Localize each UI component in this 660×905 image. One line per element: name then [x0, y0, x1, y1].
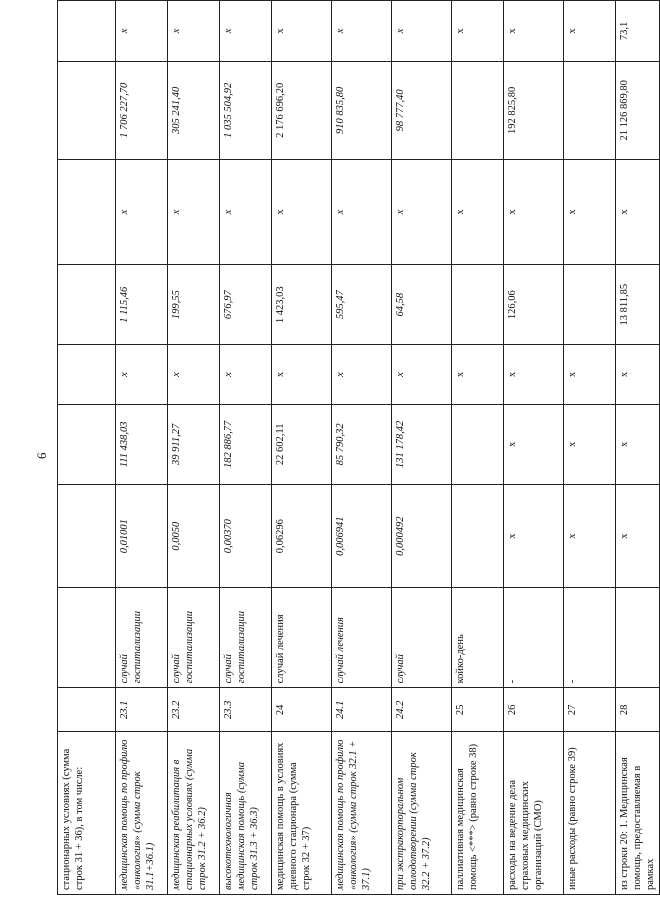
table-row-7 — [392, 1, 452, 895]
cell-row-number: 28 — [616, 688, 660, 732]
cell-name: высокотехнологичная медицинская помощь (сумма строк 31.3 + 36.3) — [220, 732, 272, 895]
cell-unit: - — [504, 588, 564, 688]
cell-name: при экстракорпоральном оплодотворении (сумма строк 32.2 + 37.2) — [392, 732, 452, 895]
table-row-3 — [168, 1, 220, 895]
cell-budget-per-capita: х — [564, 345, 616, 405]
cell-budget-per-capita: х — [220, 345, 272, 405]
cell-budget-total: х — [220, 159, 272, 265]
cell-oms-per-capita: 126,06 — [504, 265, 564, 345]
cell-oms-per-capita: 676,97 — [220, 265, 272, 345]
cell-volume: х — [616, 484, 660, 588]
cell-unit-cost: 111 438,03 — [116, 404, 168, 484]
cell-unit-cost: х — [504, 404, 564, 484]
cell-budget-total: х — [452, 159, 504, 265]
cell-budget-total: х — [116, 159, 168, 265]
cell-unit-cost: х — [564, 404, 616, 484]
cell-oms-total: 21 126 869,80 — [616, 61, 660, 159]
cell-unit: случай — [392, 588, 452, 688]
cell-unit-cost: 22 602,11 — [272, 404, 332, 484]
cell-oms-per-capita: 595,47 — [332, 265, 392, 345]
cell-name: медицинская реабилитация в стационарных условиях (сумма строк 31.2 + 36.2) — [168, 732, 220, 895]
cell-row-number: 26 — [504, 688, 564, 732]
table-row-6 — [332, 1, 392, 895]
table-row-10 — [564, 1, 616, 895]
cell-budget-per-capita: х — [116, 345, 168, 405]
cell-oms-per-capita — [58, 265, 116, 345]
cell-oms-per-capita: 1 423,03 — [272, 265, 332, 345]
cell-percent — [58, 1, 116, 62]
cell-oms-per-capita: 1 115,46 — [116, 265, 168, 345]
cell-name: паллиативная медицинская помощь <***> (равно строке 38) — [452, 732, 504, 895]
table-body — [58, 1, 660, 895]
table-row-8 — [452, 1, 504, 895]
cell-volume: 0,006941 — [332, 484, 392, 588]
cell-budget-total: х — [332, 159, 392, 265]
cell-volume — [452, 484, 504, 588]
cell-budget-total: х — [616, 159, 660, 265]
cell-unit-cost: х — [616, 404, 660, 484]
cell-oms-total: 305 241,40 — [168, 61, 220, 159]
cell-row-number: 25 — [452, 688, 504, 732]
cell-oms-total: 2 176 696,20 — [272, 61, 332, 159]
cell-budget-per-capita — [58, 345, 116, 405]
cell-oms-total: 1 035 504,92 — [220, 61, 272, 159]
cell-oms-per-capita: 13 811,85 — [616, 265, 660, 345]
cell-unit-cost: 39 911,27 — [168, 404, 220, 484]
cell-row-number: 23.2 — [168, 688, 220, 732]
cell-oms-total — [564, 61, 616, 159]
cell-name: медицинская помощь по профилю «онкология» (сумма строк 32.1 + 37.1) — [332, 732, 392, 895]
cell-name: медицинская помощь в условиях дневного стационара (сумма строк 32 + 37) — [272, 732, 332, 895]
cell-name: иные расходы (равно строке 39) — [564, 732, 616, 895]
cell-unit-cost — [58, 404, 116, 484]
cell-budget-per-capita: х — [504, 345, 564, 405]
cell-volume: 0,06296 — [272, 484, 332, 588]
page-number: 6 — [34, 452, 49, 459]
cell-oms-total: 910 835,80 — [332, 61, 392, 159]
cell-unit — [616, 588, 660, 688]
cell-unit: случай госпитализации — [220, 588, 272, 688]
table-row-1 — [58, 1, 116, 895]
cell-percent: 73,1 — [616, 1, 660, 62]
cost-table — [57, 0, 660, 895]
cell-unit: - — [564, 588, 616, 688]
cell-budget-per-capita: х — [392, 345, 452, 405]
table-row-11 — [616, 1, 660, 895]
cell-budget-total: х — [168, 159, 220, 265]
cell-budget-per-capita: х — [616, 345, 660, 405]
table-row-4 — [220, 1, 272, 895]
cell-name: медицинская помощь по профилю «онкология» (сумма строк 31.1+36.1) — [116, 732, 168, 895]
cell-budget-total: х — [564, 159, 616, 265]
cell-oms-total — [452, 61, 504, 159]
cell-oms-total: 192 825,80 — [504, 61, 564, 159]
cell-unit-cost: 85 790,32 — [332, 404, 392, 484]
cell-budget-per-capita: х — [272, 345, 332, 405]
cell-unit-cost: 131 178,42 — [392, 404, 452, 484]
cell-budget-total: х — [504, 159, 564, 265]
cell-volume: 0,0050 — [168, 484, 220, 588]
cell-name: расходы на ведение дела страховых медицинских организаций (СМО) — [504, 732, 564, 895]
cell-volume: х — [504, 484, 564, 588]
cell-unit: случай лечения — [272, 588, 332, 688]
cell-volume: х — [564, 484, 616, 588]
cell-oms-per-capita: 199,55 — [168, 265, 220, 345]
cell-name: стационарных условиях (сумма строк 31 + 36), в том числе: — [58, 732, 116, 895]
cell-name: из строки 20: 1. Медицинская помощь, предоставляемая в рамках — [616, 732, 660, 895]
cell-row-number: 24.2 — [392, 688, 452, 732]
table-row-9 — [504, 1, 564, 895]
cell-volume — [58, 484, 116, 588]
cell-row-number: 27 — [564, 688, 616, 732]
cell-percent: х — [452, 1, 504, 62]
cell-percent: х — [116, 1, 168, 62]
cell-oms-total: 98 777,40 — [392, 61, 452, 159]
cell-oms-total: 1 706 227,70 — [116, 61, 168, 159]
cell-oms-per-capita — [452, 265, 504, 345]
cell-unit: койко-день — [452, 588, 504, 688]
cell-budget-total: х — [272, 159, 332, 265]
cell-row-number — [58, 688, 116, 732]
cell-budget-per-capita: х — [168, 345, 220, 405]
cell-percent: х — [504, 1, 564, 62]
cell-unit-cost: 182 886,77 — [220, 404, 272, 484]
table-row-5 — [272, 1, 332, 895]
cell-unit — [58, 588, 116, 688]
cell-percent: х — [564, 1, 616, 62]
cell-unit-cost — [452, 404, 504, 484]
cell-volume: 0,01001 — [116, 484, 168, 588]
cell-percent: х — [220, 1, 272, 62]
table-row-2 — [116, 1, 168, 895]
cell-unit: случай госпитализации — [168, 588, 220, 688]
cell-percent: х — [168, 1, 220, 62]
cell-row-number: 23.1 — [116, 688, 168, 732]
cell-percent: х — [272, 1, 332, 62]
cell-budget-total: х — [392, 159, 452, 265]
cell-oms-total — [58, 61, 116, 159]
cell-volume: 0,00370 — [220, 484, 272, 588]
cell-oms-per-capita — [564, 265, 616, 345]
cell-volume: 0,000492 — [392, 484, 452, 588]
cell-percent: х — [392, 1, 452, 62]
cell-unit: случай лечения — [332, 588, 392, 688]
cell-percent: х — [332, 1, 392, 62]
cell-row-number: 23.3 — [220, 688, 272, 732]
cell-oms-per-capita: 64,58 — [392, 265, 452, 345]
cell-unit: случай госпитализации — [116, 588, 168, 688]
cell-budget-per-capita: х — [452, 345, 504, 405]
cell-row-number: 24.1 — [332, 688, 392, 732]
cell-row-number: 24 — [272, 688, 332, 732]
cell-budget-total — [58, 159, 116, 265]
cell-budget-per-capita: х — [332, 345, 392, 405]
